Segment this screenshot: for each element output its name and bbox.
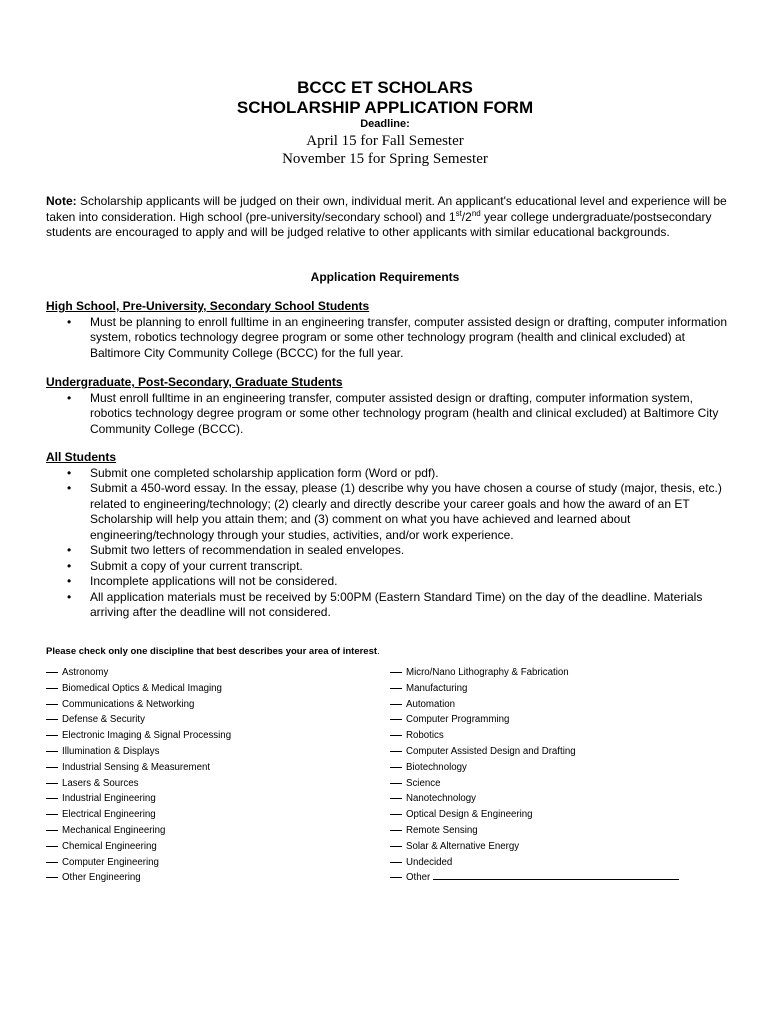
bullet-item: • Incomplete applications will not be considered. bbox=[46, 574, 736, 590]
discipline-option[interactable] bbox=[46, 697, 231, 713]
bullet-item: • All application materials must be received by 5:00PM (Eastern Standard Time) on the day of the deadline. Materials arriving after the deadline will not considered. bbox=[46, 590, 736, 621]
discipline-option[interactable] bbox=[390, 760, 679, 776]
discipline-option[interactable] bbox=[390, 697, 679, 713]
discipline-option[interactable] bbox=[46, 665, 231, 681]
bullet-item: • Submit a copy of your current transcript. bbox=[46, 559, 736, 575]
discipline-label: Automation bbox=[406, 698, 456, 710]
discipline-option[interactable] bbox=[46, 823, 231, 839]
discipline-label: Illumination & Displays bbox=[62, 745, 160, 757]
discipline-option[interactable] bbox=[46, 855, 231, 871]
deadline-label: Deadline: bbox=[360, 118, 410, 130]
deadline-fall: April 15 for Fall Semester bbox=[306, 133, 464, 149]
discipline-label: Electrical Engineering bbox=[62, 809, 156, 821]
discipline-label: Micro/Nano Lithography & Fabrication bbox=[406, 667, 569, 678]
bullet-item: • Must enroll fulltime in an engineering transfer, computer assisted design or drafting, computer information system, robotics technology degree program or some other technology program (health and clinical excluded) at Baltimore City Community College (BCCC). bbox=[46, 391, 736, 438]
check-blank[interactable] bbox=[46, 735, 58, 736]
check-blank[interactable] bbox=[390, 862, 402, 863]
check-blank[interactable] bbox=[390, 830, 402, 831]
discipline-label: Chemical Engineering bbox=[62, 840, 157, 852]
discipline-column-left bbox=[46, 665, 231, 886]
check-blank[interactable] bbox=[390, 719, 402, 720]
note-sup-nd: nd bbox=[471, 208, 481, 218]
discipline-option[interactable] bbox=[390, 823, 679, 839]
discipline-label: Biotechnology bbox=[406, 761, 467, 773]
discipline-label: Astronomy bbox=[62, 667, 109, 678]
bullet-item: • Submit a 450-word essay. In the essay, please (1) describe why you have chosen a course of study (major, thesis, etc.) related to engineering/technology; (2) clearly and directly describe your career goals and how the award of an ET Scholarship will help you attain them; and (3) comment on what you have achieved and learned about engineering/technology through your studies, activities, and/or work experience. bbox=[46, 481, 736, 543]
section-high-school bbox=[46, 299, 736, 361]
note-label: Note: bbox=[46, 194, 77, 208]
discipline-label: Remote Sensing bbox=[406, 824, 478, 836]
discipline-label: Nanotechnology bbox=[406, 793, 477, 805]
check-blank[interactable] bbox=[390, 688, 402, 689]
discipline-label: Mechanical Engineering bbox=[62, 824, 166, 836]
check-blank[interactable] bbox=[46, 846, 58, 847]
discipline-option[interactable] bbox=[390, 776, 679, 792]
check-blank[interactable] bbox=[46, 704, 58, 705]
check-blank[interactable] bbox=[46, 862, 58, 863]
bullet-item: • Submit two letters of recommendation in sealed envelopes. bbox=[46, 543, 736, 559]
discipline-option[interactable] bbox=[390, 728, 679, 744]
discipline-option[interactable] bbox=[46, 776, 231, 792]
note-slash: /2 bbox=[461, 209, 472, 224]
discipline-option[interactable] bbox=[46, 839, 231, 855]
discipline-instruction-period: . bbox=[377, 646, 380, 657]
check-blank[interactable] bbox=[46, 783, 58, 784]
note-text-b: year college undergraduate/postsecondary students are encouraged to apply and will be judged relative to other applicants with similar educational backgrounds. bbox=[46, 209, 712, 239]
section-all-students bbox=[46, 450, 736, 621]
discipline-option[interactable] bbox=[390, 665, 679, 681]
discipline-label: Communications & Networking bbox=[62, 698, 195, 710]
discipline-label: Optical Design & Engineering bbox=[406, 809, 533, 821]
discipline-label: Industrial Engineering bbox=[62, 793, 156, 805]
discipline-option[interactable] bbox=[46, 712, 231, 728]
check-blank[interactable] bbox=[46, 751, 58, 752]
discipline-option[interactable] bbox=[46, 870, 231, 886]
check-blank[interactable] bbox=[46, 719, 58, 720]
form-title-line1: BCCC ET SCHOLARS bbox=[297, 78, 473, 97]
check-blank[interactable] bbox=[46, 830, 58, 831]
discipline-label: Other bbox=[406, 872, 431, 884]
discipline-option[interactable] bbox=[390, 712, 679, 728]
check-blank[interactable] bbox=[46, 672, 58, 673]
requirements-title: Application Requirements bbox=[310, 270, 460, 284]
discipline-label: Computer Programming bbox=[406, 714, 510, 726]
check-blank[interactable] bbox=[390, 704, 402, 705]
discipline-label: Industrial Sensing & Measurement bbox=[62, 761, 211, 773]
check-blank[interactable] bbox=[390, 783, 402, 784]
bullet-item: • Submit one completed scholarship application form (Word or pdf). bbox=[46, 466, 736, 482]
section-heading-all: All Students bbox=[46, 450, 117, 464]
check-blank[interactable] bbox=[390, 751, 402, 752]
discipline-option[interactable] bbox=[390, 807, 679, 823]
section-heading-high-school: High School, Pre-University, Secondary School Students bbox=[46, 299, 370, 313]
discipline-label: Computer Engineering bbox=[62, 856, 159, 868]
section-heading-undergrad: Undergraduate, Post-Secondary, Graduate Students bbox=[46, 375, 343, 389]
check-blank[interactable] bbox=[46, 877, 58, 878]
discipline-label: Science bbox=[406, 777, 441, 789]
discipline-label: Solar & Alternative Energy bbox=[406, 840, 520, 852]
discipline-option[interactable] bbox=[390, 744, 679, 760]
discipline-label: Computer Assisted Design and Drafting bbox=[406, 745, 576, 757]
discipline-option[interactable] bbox=[46, 791, 231, 807]
discipline-option[interactable] bbox=[46, 744, 231, 760]
discipline-option[interactable] bbox=[390, 855, 679, 871]
discipline-option[interactable] bbox=[46, 807, 231, 823]
note-paragraph bbox=[46, 194, 736, 241]
check-blank[interactable] bbox=[46, 688, 58, 689]
note-text-a: Scholarship applicants will be judged on their own, individual merit. An applicant's educational level and experience will be taken into consideration. High school (pre-university/secondary school) and 1 bbox=[46, 194, 727, 224]
note-sup-st: st bbox=[455, 208, 462, 218]
discipline-option[interactable] bbox=[46, 760, 231, 776]
discipline-label: Electronic Imaging & Signal Processing bbox=[62, 730, 232, 742]
discipline-label: Robotics bbox=[406, 730, 444, 742]
discipline-label: Defense & Security bbox=[62, 714, 145, 726]
check-blank[interactable] bbox=[390, 767, 402, 768]
discipline-option[interactable] bbox=[46, 681, 231, 697]
discipline-label: Biomedical Optics & Medical Imaging bbox=[62, 682, 222, 694]
discipline-option[interactable] bbox=[46, 728, 231, 744]
check-blank[interactable] bbox=[390, 846, 402, 847]
section-undergrad bbox=[46, 375, 736, 437]
discipline-option[interactable] bbox=[390, 839, 679, 855]
discipline-label: Undecided bbox=[406, 856, 453, 868]
discipline-label: Manufacturing bbox=[406, 682, 468, 694]
discipline-instruction-text: Please check only one discipline that best describes your area of interest bbox=[46, 646, 378, 657]
check-blank[interactable] bbox=[390, 814, 402, 815]
deadline-spring: November 15 for Spring Semester bbox=[282, 151, 488, 167]
check-blank[interactable] bbox=[390, 735, 402, 736]
discipline-option[interactable] bbox=[390, 791, 679, 807]
form-title-line2: SCHOLARSHIP APPLICATION FORM bbox=[236, 98, 534, 117]
discipline-label: Lasers & Sources bbox=[62, 777, 139, 789]
discipline-instruction bbox=[46, 646, 380, 657]
discipline-label: Other Engineering bbox=[62, 872, 141, 884]
check-blank[interactable] bbox=[46, 798, 58, 799]
check-blank[interactable] bbox=[390, 672, 402, 673]
bullet-item: • Must be planning to enroll fulltime in an engineering transfer, computer assisted design or drafting, computer information system, robotics technology degree program or some other technology program (health and clinical excluded) at Baltimore City Community College (BCCC) for the full year. bbox=[46, 315, 736, 362]
discipline-option[interactable] bbox=[390, 870, 679, 886]
check-blank[interactable] bbox=[390, 877, 402, 878]
discipline-column-right bbox=[390, 665, 679, 886]
check-blank[interactable] bbox=[390, 798, 402, 799]
other-specify-line[interactable] bbox=[433, 879, 679, 880]
check-blank[interactable] bbox=[46, 814, 58, 815]
check-blank[interactable] bbox=[46, 767, 58, 768]
discipline-option[interactable] bbox=[390, 681, 679, 697]
